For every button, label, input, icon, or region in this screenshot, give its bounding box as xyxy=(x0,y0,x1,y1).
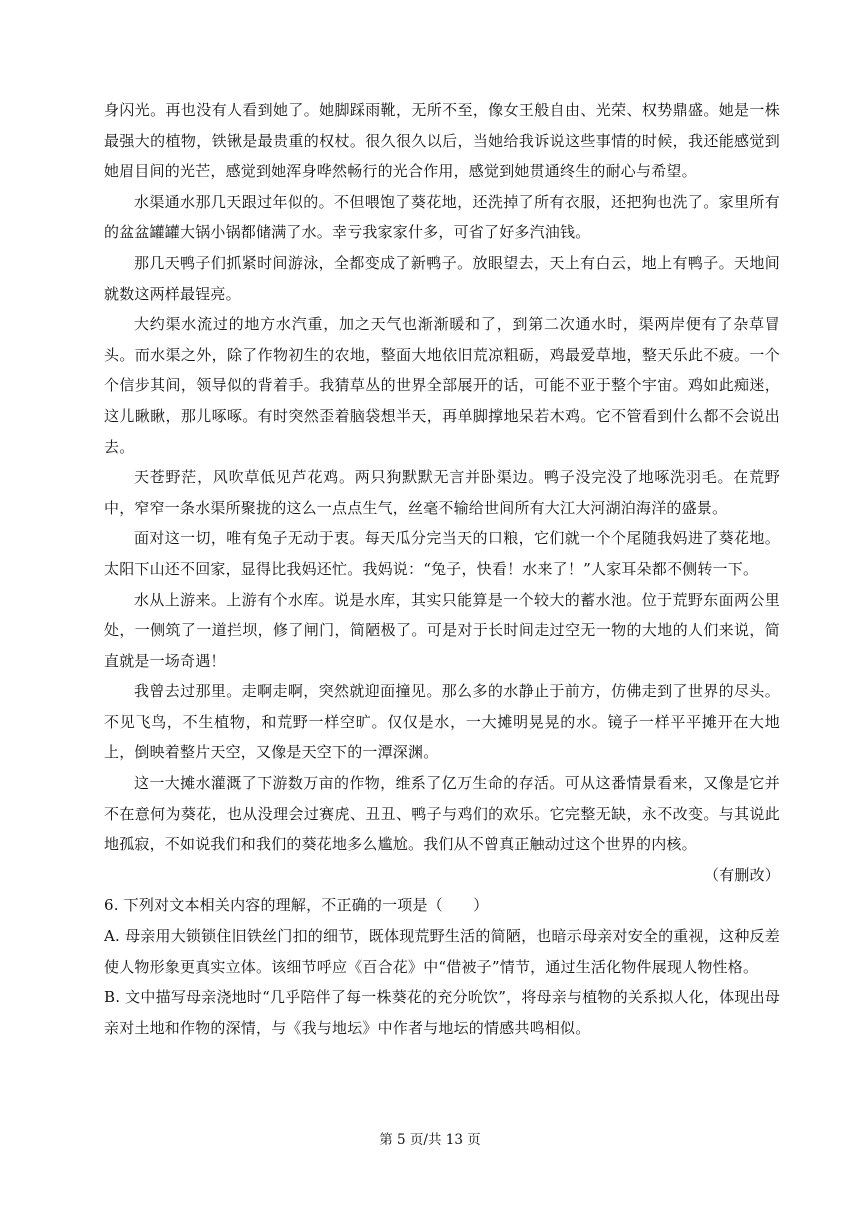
paragraph: 水从上游来。上游有个水库。说是水库，其实只能算是一个较大的蓄水池。位于荒野东面两公里处，一侧筑了一道拦坝，修了闸门，简陋极了。可是对于长时间走过空无一物的大地的人们来说，简直就是一场奇遇！ xyxy=(104,590,780,670)
paragraph: 这一大摊水灌溉了下游数万亩的作物，维系了亿万生命的存活。可从这番情景看来，又像是它并不在意何为葵花，也从没理会过赛虎、丑丑、鸭子与鸡们的欢乐。它完整无缺，永不改变。与其说此地孤寂，不如说我们和我们的葵花地多么尴尬。我们从不曾真正触动过这个世界的内核。 xyxy=(104,774,780,854)
paragraph: 面对这一切，唯有兔子无动于衷。每天瓜分完当天的口粮，它们就一个个尾随我妈进了葵花地。太阳下山还不回家，显得比我妈还忙。我妈说：“兔子，快看！水来了！”人家耳朵都不侧转一下。 xyxy=(104,529,780,578)
paragraph: 水渠通水那几天跟过年似的。不但喂饱了葵花地，还洗掉了所有衣服，还把狗也洗了。家里所有的盆盆罐罐大锅小锅都储满了水。幸亏我家家什多，可省了好多汽油钱。 xyxy=(104,192,780,242)
source-note: （有删改） xyxy=(703,865,780,884)
option-a: A. 母亲用大锁锁住旧铁丝门扣的细节，既体现荒野生活的简陋，也暗示母亲对安全的重视，这种反差使人物形象更真实立体。该细节呼应《百合花》中“借被子”情节，通过生活化物件展现人物性格。 xyxy=(104,927,780,976)
paragraph: 身闪光。再也没有人看到她了。她脚踩雨靴，无所不至，像女王般自由、光荣、权势鼎盛。她是一株最强大的植物，铁锹是最贵重的权杖。很久很久以后，当她给我诉说这些事情的时候，我还能感觉到她眉目间的光芒，感觉到她浑身哗然畅行的光合作用，感觉到她贯通终生的耐心与希望。 xyxy=(104,101,780,181)
article-body xyxy=(104,95,780,1043)
page-footer: 第 5 页/共 13 页 xyxy=(379,1132,481,1148)
paragraph: 那几天鸭子们抓紧时间游泳，全都变成了新鸭子。放眼望去，天上有白云，地上有鸭子。天地间就数这两样最锃亮。 xyxy=(104,253,780,303)
paragraph: 天苍野茫，风吹草低见芦花鸡。两只狗默默无言并卧渠边。鸭子没完没了地啄洗羽毛。在荒野中，窄窄一条水渠所聚拢的这么一点点生气，丝毫不输给世间所有大江大河湖泊海洋的盛景。 xyxy=(104,468,780,517)
option-b: B. 文中描写母亲浇地时“几乎陪伴了每一株葵花的充分吮饮”，将母亲与植物的关系拟人化，体现出母亲对土地和作物的深情，与《我与地坛》中作者与地坛的情感共鸣相似。 xyxy=(104,988,780,1037)
paragraph: 我曾去过那里。走啊走啊，突然就迎面撞见。那么多的水静止于前方，仿佛走到了世界的尽头。不见飞鸟，不生植物，和荒野一样空旷。仅仅是水，一大摊明晃晃的水。镜子一样平平摊开在大地上，倒映着整片天空，又像是天空下的一潭深渊。 xyxy=(104,682,780,762)
paragraph: 大约渠水流过的地方水汽重，加之天气也渐渐暖和了，到第二次通水时，渠两岸便有了杂草冒头。而水渠之外，除了作物初生的农地，整面大地依旧荒凉粗砺，鸡最爱草地，整天乐此不疲。一个个信步其间，领导似的背着手。我猜草丛的世界全部展开的话，可能不亚于整个宇宙。鸡如此痴迷，这儿瞅瞅，那儿啄啄。有时突然歪着脑袋想半天，再单脚撑地呆若木鸡。它不管看到什么都不会说出去。 xyxy=(104,315,780,456)
question-stem: 6. 下列对文本相关内容的理解，不正确的一项是（ ） xyxy=(104,896,489,915)
